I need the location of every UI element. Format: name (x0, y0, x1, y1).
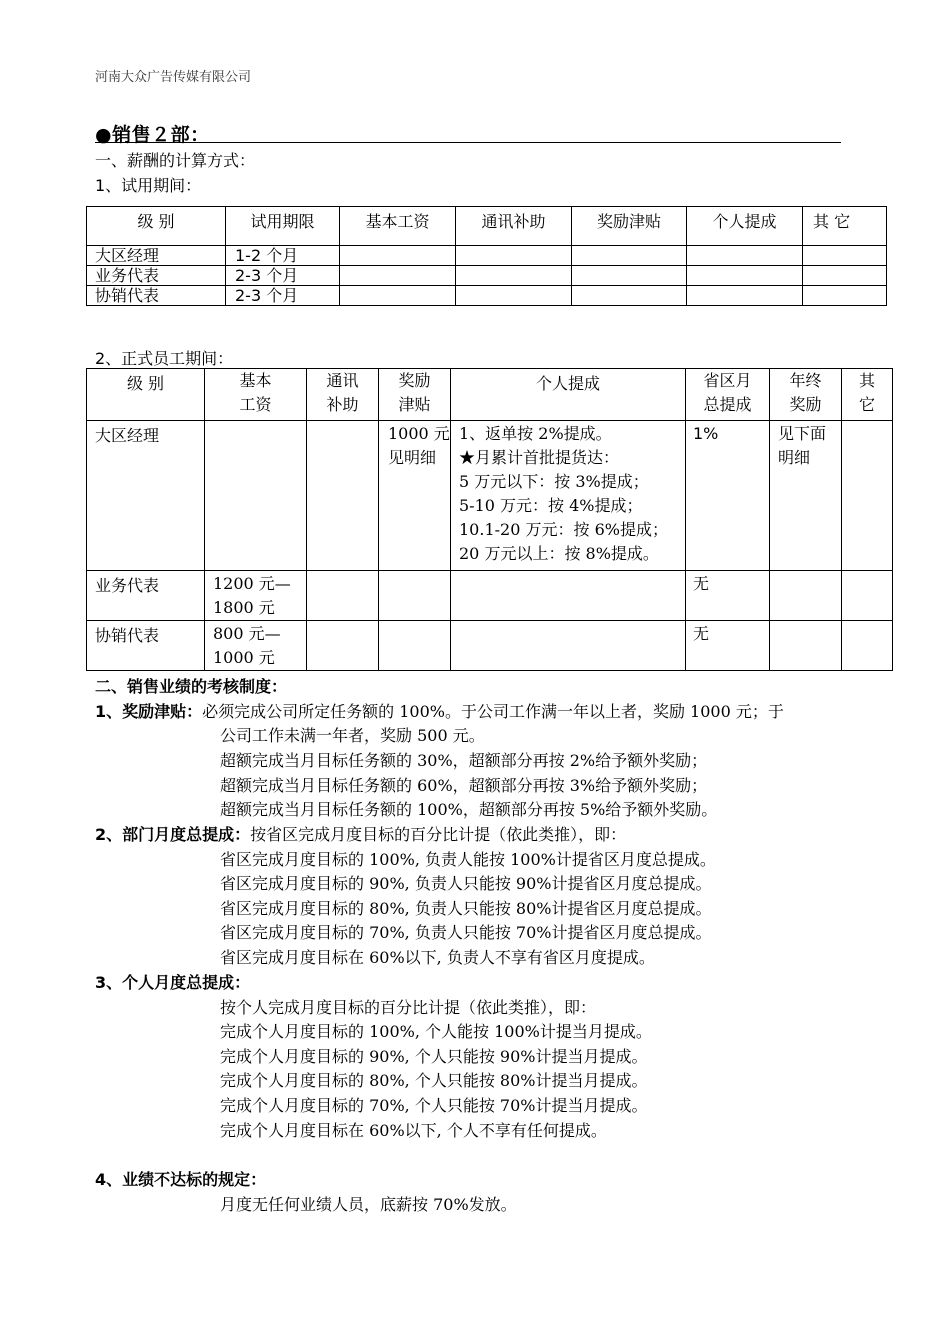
formal-header-province (686, 369, 770, 421)
cell-line: 见下面 (778, 424, 827, 443)
header-line: 津贴 (398, 395, 431, 414)
trial-header-cell: 个人提成 (687, 207, 803, 246)
formal-header-year-end (770, 369, 842, 421)
trial-header-cell: 奖励津贴 (572, 207, 687, 246)
trial-level-cell: 协销代表 (87, 286, 226, 306)
trial-header-cell: 通讯补助 (456, 207, 572, 246)
s2-rule-line: 省区完成月度目标的 70%, 负责人只能按 70%计提省区月度总提成。 (220, 923, 712, 942)
part2-heading: 二、销售业绩的考核制度： (95, 677, 288, 696)
s3-rule-line: 按个人完成月度目标的百分比计提（依此类推），即： (220, 998, 597, 1017)
s1-line2: 公司工作未满一年者，奖励 500 元。 (220, 726, 485, 745)
trial-period-cell: 2-3 个月 (226, 286, 340, 306)
s2-rule-line: 省区完成月度目标在 60%以下, 负责人不享有省区月度提成。 (220, 948, 655, 967)
formal-salary-cell (205, 571, 307, 621)
trial-header-cell: 级 别 (87, 207, 226, 246)
s3-rule-line: 完成个人月度目标的 90%, 个人只能按 90%计提当月提成。 (220, 1047, 648, 1066)
table-row (87, 266, 887, 286)
trial-header-row (87, 207, 887, 246)
formal-year-end-cell (770, 421, 842, 571)
formal-level-cell: 业务代表 (87, 571, 205, 621)
trial-period-cell: 1-2 个月 (226, 246, 340, 266)
s1-label: 1、奖励津贴： (95, 702, 203, 721)
s2-first-line (95, 822, 626, 845)
table-row (87, 286, 887, 306)
trial-period-cell: 2-3 个月 (226, 266, 340, 286)
s2-rule-line: 省区完成月度目标的 100%, 负责人能按 100%计提省区月度总提成。 (220, 850, 716, 869)
trial-level-cell: 大区经理 (87, 246, 226, 266)
cell-line: 1800 元 (213, 598, 275, 617)
cell-line: 明细 (778, 448, 811, 467)
formal-header-level: 级 别 (87, 369, 205, 421)
formal-header-bonus (379, 369, 451, 421)
header-line: 年终 (789, 371, 822, 390)
formal-table (86, 368, 893, 671)
trial-header-cell: 试用期限 (226, 207, 340, 246)
header-line: 基本 (239, 371, 272, 390)
cell-line: ★月累计首批提货达： (459, 448, 620, 467)
s3-label: 3、个人月度总提成： (95, 973, 251, 992)
cell-line: 1000 元 (388, 424, 450, 443)
trial-heading: 1、试用期间： (95, 176, 202, 195)
table-row (87, 621, 893, 671)
formal-province-cell: 无 (686, 571, 770, 621)
table-row (87, 246, 887, 266)
s2-rule-line: 省区完成月度目标的 90%, 负责人只能按 90%计提省区月度总提成。 (220, 874, 712, 893)
table-row (87, 421, 893, 571)
s2-rule-line: 省区完成月度目标的 80%, 负责人只能按 80%计提省区月度总提成。 (220, 899, 712, 918)
title-underline (95, 142, 841, 143)
s1-rule-line: 超额完成当月目标任务额的 60%，超额部分再按 3%给予额外奖励； (220, 776, 708, 795)
header-line: 省区月 (703, 371, 752, 390)
formal-province-cell: 1% (686, 421, 770, 571)
s2-intro: 按省区完成月度目标的百分比计提（依此类推），即： (250, 825, 627, 844)
formal-province-cell: 无 (686, 621, 770, 671)
formal-header-commission: 个人提成 (451, 369, 686, 421)
trial-header-cell: 基本工资 (340, 207, 456, 246)
cell-line: 800 元— (213, 624, 281, 643)
s1-line1: 必须完成公司所定任务额的 100%。于公司工作满一年以上者，奖励 1000 元；于 (202, 702, 784, 721)
s3-rule-line: 完成个人月度目标的 100%, 个人能按 100%计提当月提成。 (220, 1022, 652, 1041)
s2-label: 2、部门月度总提成： (95, 825, 251, 844)
s3-rule-line: 完成个人月度目标的 80%, 个人只能按 80%计提当月提成。 (220, 1071, 648, 1090)
s1-rule-line: 超额完成当月目标任务额的 30%，超额部分再按 2%给予额外奖励； (220, 751, 708, 770)
header-line: 补助 (326, 395, 359, 414)
cell-line: 20 万元以上：按 8%提成。 (459, 544, 659, 563)
trial-header-cell: 其 它 (803, 207, 887, 246)
cell-line: 1000 元 (213, 648, 275, 667)
formal-commission-cell (451, 421, 686, 571)
formal-bonus-cell (379, 421, 451, 571)
header-line: 其 (858, 371, 875, 390)
header-line: 奖励 (398, 371, 431, 390)
cell-line: 5 万元以下：按 3%提成； (459, 472, 649, 491)
formal-level-cell: 大区经理 (87, 421, 205, 571)
header-line: 总提成 (703, 395, 752, 414)
formal-header-row (87, 369, 893, 421)
trial-table (86, 206, 887, 306)
formal-salary-cell (205, 621, 307, 671)
s4-label: 4、业绩不达标的规定： (95, 1170, 267, 1189)
part1-heading: 一、薪酬的计算方式： (95, 151, 256, 170)
formal-header-comm (307, 369, 379, 421)
company-name: 河南大众广告传媒有限公司 (95, 70, 252, 85)
cell-line: 1200 元— (213, 574, 291, 593)
header-line: 通讯 (326, 371, 359, 390)
header-line: 奖励 (789, 395, 822, 414)
formal-header-other (842, 369, 893, 421)
s4-line: 月度无任何业绩人员，底薪按 70%发放。 (220, 1195, 517, 1214)
s1-first-line (95, 699, 784, 722)
header-line: 它 (858, 395, 875, 414)
s3-rule-line: 完成个人月度目标在 60%以下, 个人不享有任何提成。 (220, 1121, 607, 1140)
formal-header-salary (205, 369, 307, 421)
section-title: ●销售２部： (95, 124, 210, 146)
cell-line: 5-10 万元：按 4%提成； (459, 496, 643, 515)
cell-line: 见明细 (388, 448, 437, 467)
trial-level-cell: 业务代表 (87, 266, 226, 286)
cell-line: 1、返单按 2%提成。 (459, 424, 612, 443)
cell-line: 10.1-20 万元：按 6%提成； (459, 520, 668, 539)
formal-level-cell: 协销代表 (87, 621, 205, 671)
table-row (87, 571, 893, 621)
header-line: 工资 (239, 395, 272, 414)
s3-rule-line: 完成个人月度目标的 70%, 个人只能按 70%计提当月提成。 (220, 1096, 648, 1115)
s1-rule-line: 超额完成当月目标任务额的 100%，超额部分再按 5%给予额外奖励。 (220, 800, 718, 819)
formal-heading: 2、正式员工期间： (95, 349, 234, 368)
